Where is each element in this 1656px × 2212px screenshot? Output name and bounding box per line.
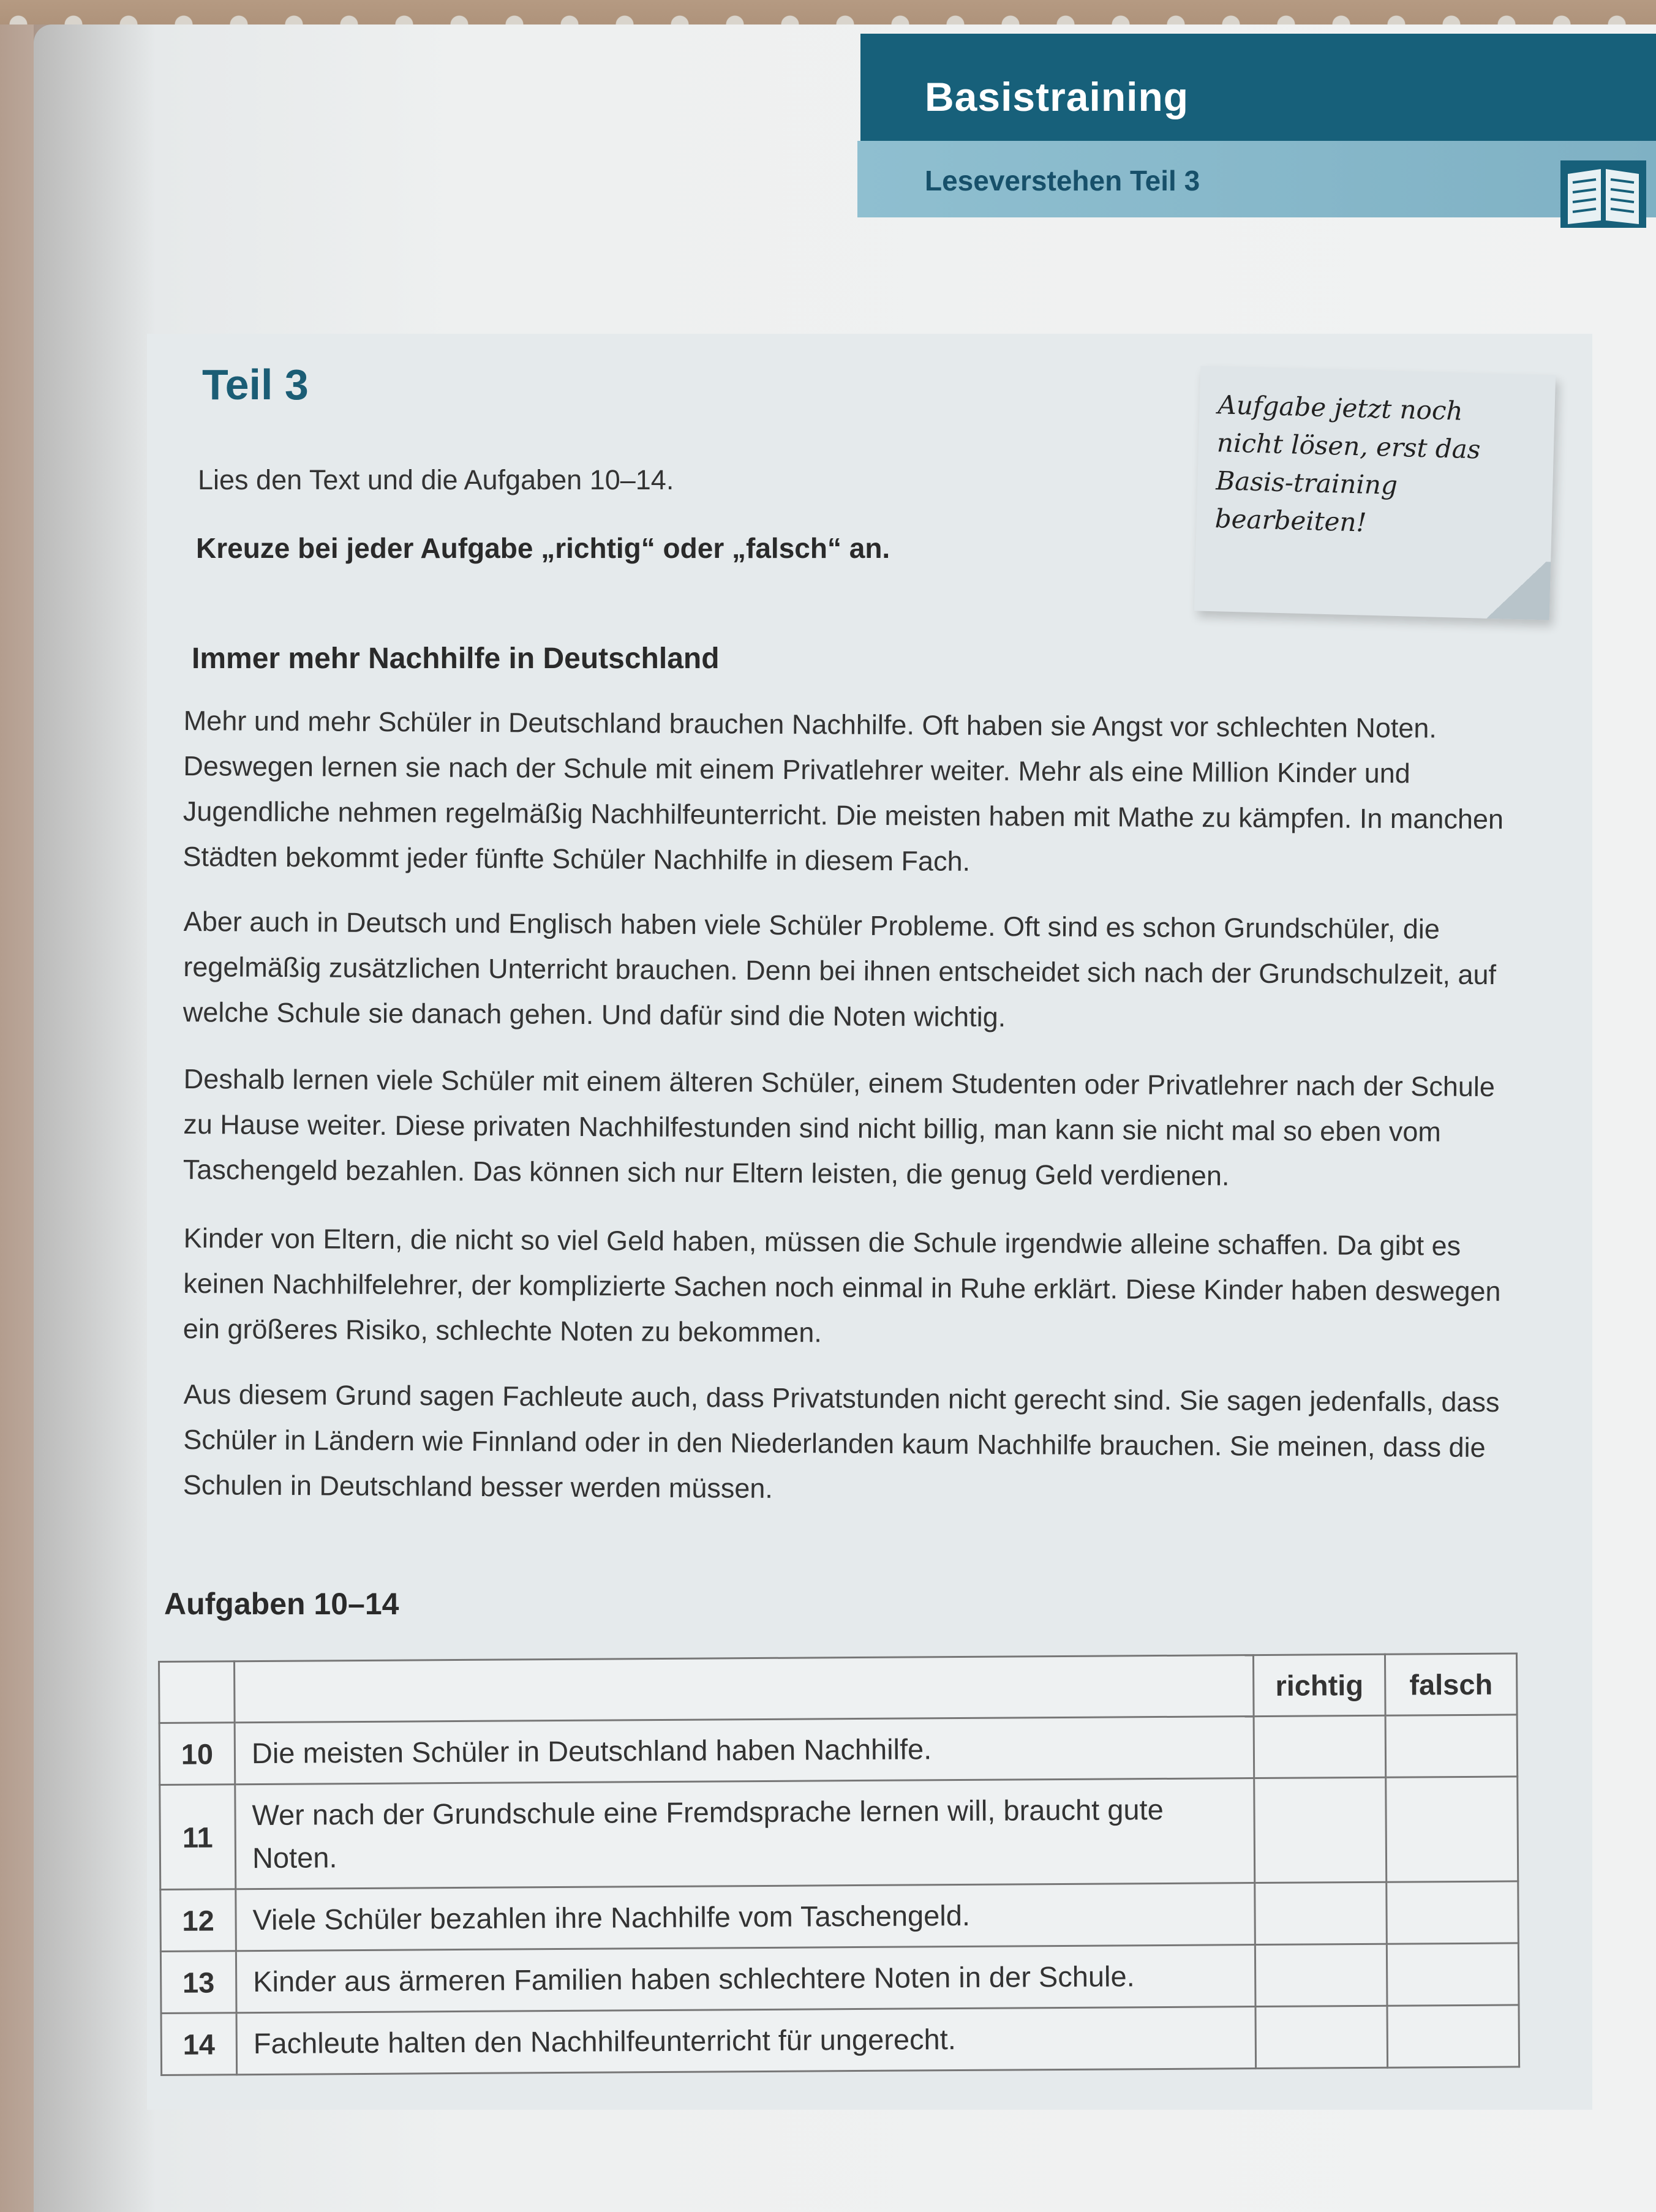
checkbox-richtig[interactable] — [1255, 2006, 1388, 2068]
checkbox-richtig[interactable] — [1254, 1777, 1387, 1883]
task-statement: Wer nach der Grundschule eine Fremdsprache lernen will, braucht gute Noten. — [235, 1778, 1255, 1889]
table-row — [160, 1943, 1519, 2014]
article-paragraph — [183, 1216, 1531, 1360]
task-number: 13 — [160, 1951, 236, 2014]
page-gutter-shadow — [34, 24, 156, 2212]
task-statement: Fachleute halten den Nachhilfeunterricht für ungerecht. — [236, 2007, 1256, 2075]
section-heading: Teil 3 — [202, 361, 309, 408]
task-number: 11 — [160, 1785, 236, 1890]
sticky-note-text: Aufgabe jetzt noch nicht lösen, erst das Basis-training bearbeiten! — [1214, 389, 1481, 538]
table-row — [161, 2005, 1519, 2075]
checkbox-richtig[interactable] — [1255, 1882, 1387, 1944]
article-paragraph — [183, 698, 1531, 887]
article-paragraph — [183, 1372, 1531, 1516]
header-title: Basistraining — [925, 74, 1189, 119]
sticky-note-fold — [1482, 560, 1551, 620]
table-row — [160, 1777, 1518, 1890]
instruction-read: Lies den Text und die Aufgaben 10–14. — [198, 464, 674, 495]
instruction-mark: Kreuze bei jeder Aufgabe „richtig“ oder „falsch“ an. — [196, 532, 890, 564]
checkbox-falsch[interactable] — [1386, 1777, 1518, 1882]
task-number: 14 — [161, 2013, 237, 2075]
article-title: Immer mehr Nachhilfe in Deutschland — [192, 642, 720, 675]
table-header-row — [159, 1653, 1518, 1723]
task-statement: Die meisten Schüler in Deutschland haben Nachhilfe. — [235, 1717, 1254, 1785]
task-statement: Kinder aus ärmeren Familien haben schlechtere Noten in der Schule. — [236, 1945, 1255, 2013]
task-statement: Viele Schüler bezahlen ihre Nachhilfe vom Taschengeld. — [236, 1883, 1255, 1951]
paragraph-text: Aus diesem Grund sagen Fachleute auch, dass Privatstunden nicht gerecht sind. Sie sagen jedenfalls, dass Schüler in Ländern wie Finnland oder in den Niederlanden kaum Nachhilfe brauchen. Sie meinen, dass die Schulen in Deutschland besser werden müssen. — [183, 1378, 1500, 1504]
paragraph-text: Mehr und mehr Schüler in Deutschland brauchen Nachhilfe. Oft haben sie Angst vor schlechten Noten. Deswegen lernen sie nach der Schule mit einem Privatlehrer weiter. Mehr als eine Million Kinder und Jugendliche nehmen regelmäßig Nachhilfeunterricht. Die meisten haben mit Mathe zu kämpfen. In manchen Städten bekommt jeder fünfte Schüler Nachhilfe in diesem Fach. — [183, 704, 1504, 877]
task-number: 12 — [160, 1889, 236, 1952]
checkbox-falsch[interactable] — [1387, 1943, 1519, 2006]
sticky-note — [1194, 366, 1556, 620]
table-row — [160, 1881, 1519, 1952]
header-richtig: richtig — [1253, 1654, 1385, 1716]
checkbox-falsch[interactable] — [1387, 2005, 1519, 2067]
header-subtitle: Leseverstehen Teil 3 — [925, 165, 1200, 197]
header-statement-cell — [235, 1655, 1254, 1723]
checkbox-falsch[interactable] — [1387, 1881, 1519, 1944]
paragraph-text: Deshalb lernen viele Schüler mit einem älteren Schüler, einem Studenten oder Privatlehrer nach der Schule zu Hause weiter. Diese privaten Nachhilfestunden sind nicht billig, man kann sie nicht mal so eben vom Taschengeld bezahlen. Das können sich nur Eltern leisten, die genug Geld verdienen. — [183, 1063, 1496, 1192]
paragraph-text: Kinder von Eltern, die nicht so viel Geld haben, müssen die Schule irgendwie alleine schaffen. Da gibt es keinen Nachhilfelehrer, der komplizierte Sachen noch einmal in Ruhe erklärt. Diese Kinder haben deswegen ein größeres Risiko, schlechte Noten zu bekommen. — [183, 1222, 1501, 1349]
article-paragraph — [183, 1056, 1531, 1200]
task-number: 10 — [159, 1723, 235, 1785]
tasks-title: Aufgaben 10–14 — [164, 1587, 399, 1621]
checkbox-falsch[interactable] — [1385, 1715, 1518, 1777]
table-row — [159, 1715, 1518, 1785]
tasks-table — [158, 1652, 1520, 2076]
header-falsch: falsch — [1385, 1653, 1517, 1715]
paragraph-text: Aber auch in Deutsch und Englisch haben viele Schüler Probleme. Oft sind es schon Grundschüler, die regelmäßig zusätzlichen Unterricht brauchen. Denn bei ihnen entscheidet sich nach der Grundschulzeit, auf welche Schule sie danach gehen. Und dafür sind die Noten wichtig. — [183, 905, 1497, 1033]
open-book-icon — [1560, 160, 1646, 228]
checkbox-richtig[interactable] — [1254, 1715, 1386, 1778]
article-paragraph — [183, 899, 1531, 1043]
checkbox-richtig[interactable] — [1255, 1944, 1387, 2006]
header-num-cell — [159, 1661, 235, 1723]
